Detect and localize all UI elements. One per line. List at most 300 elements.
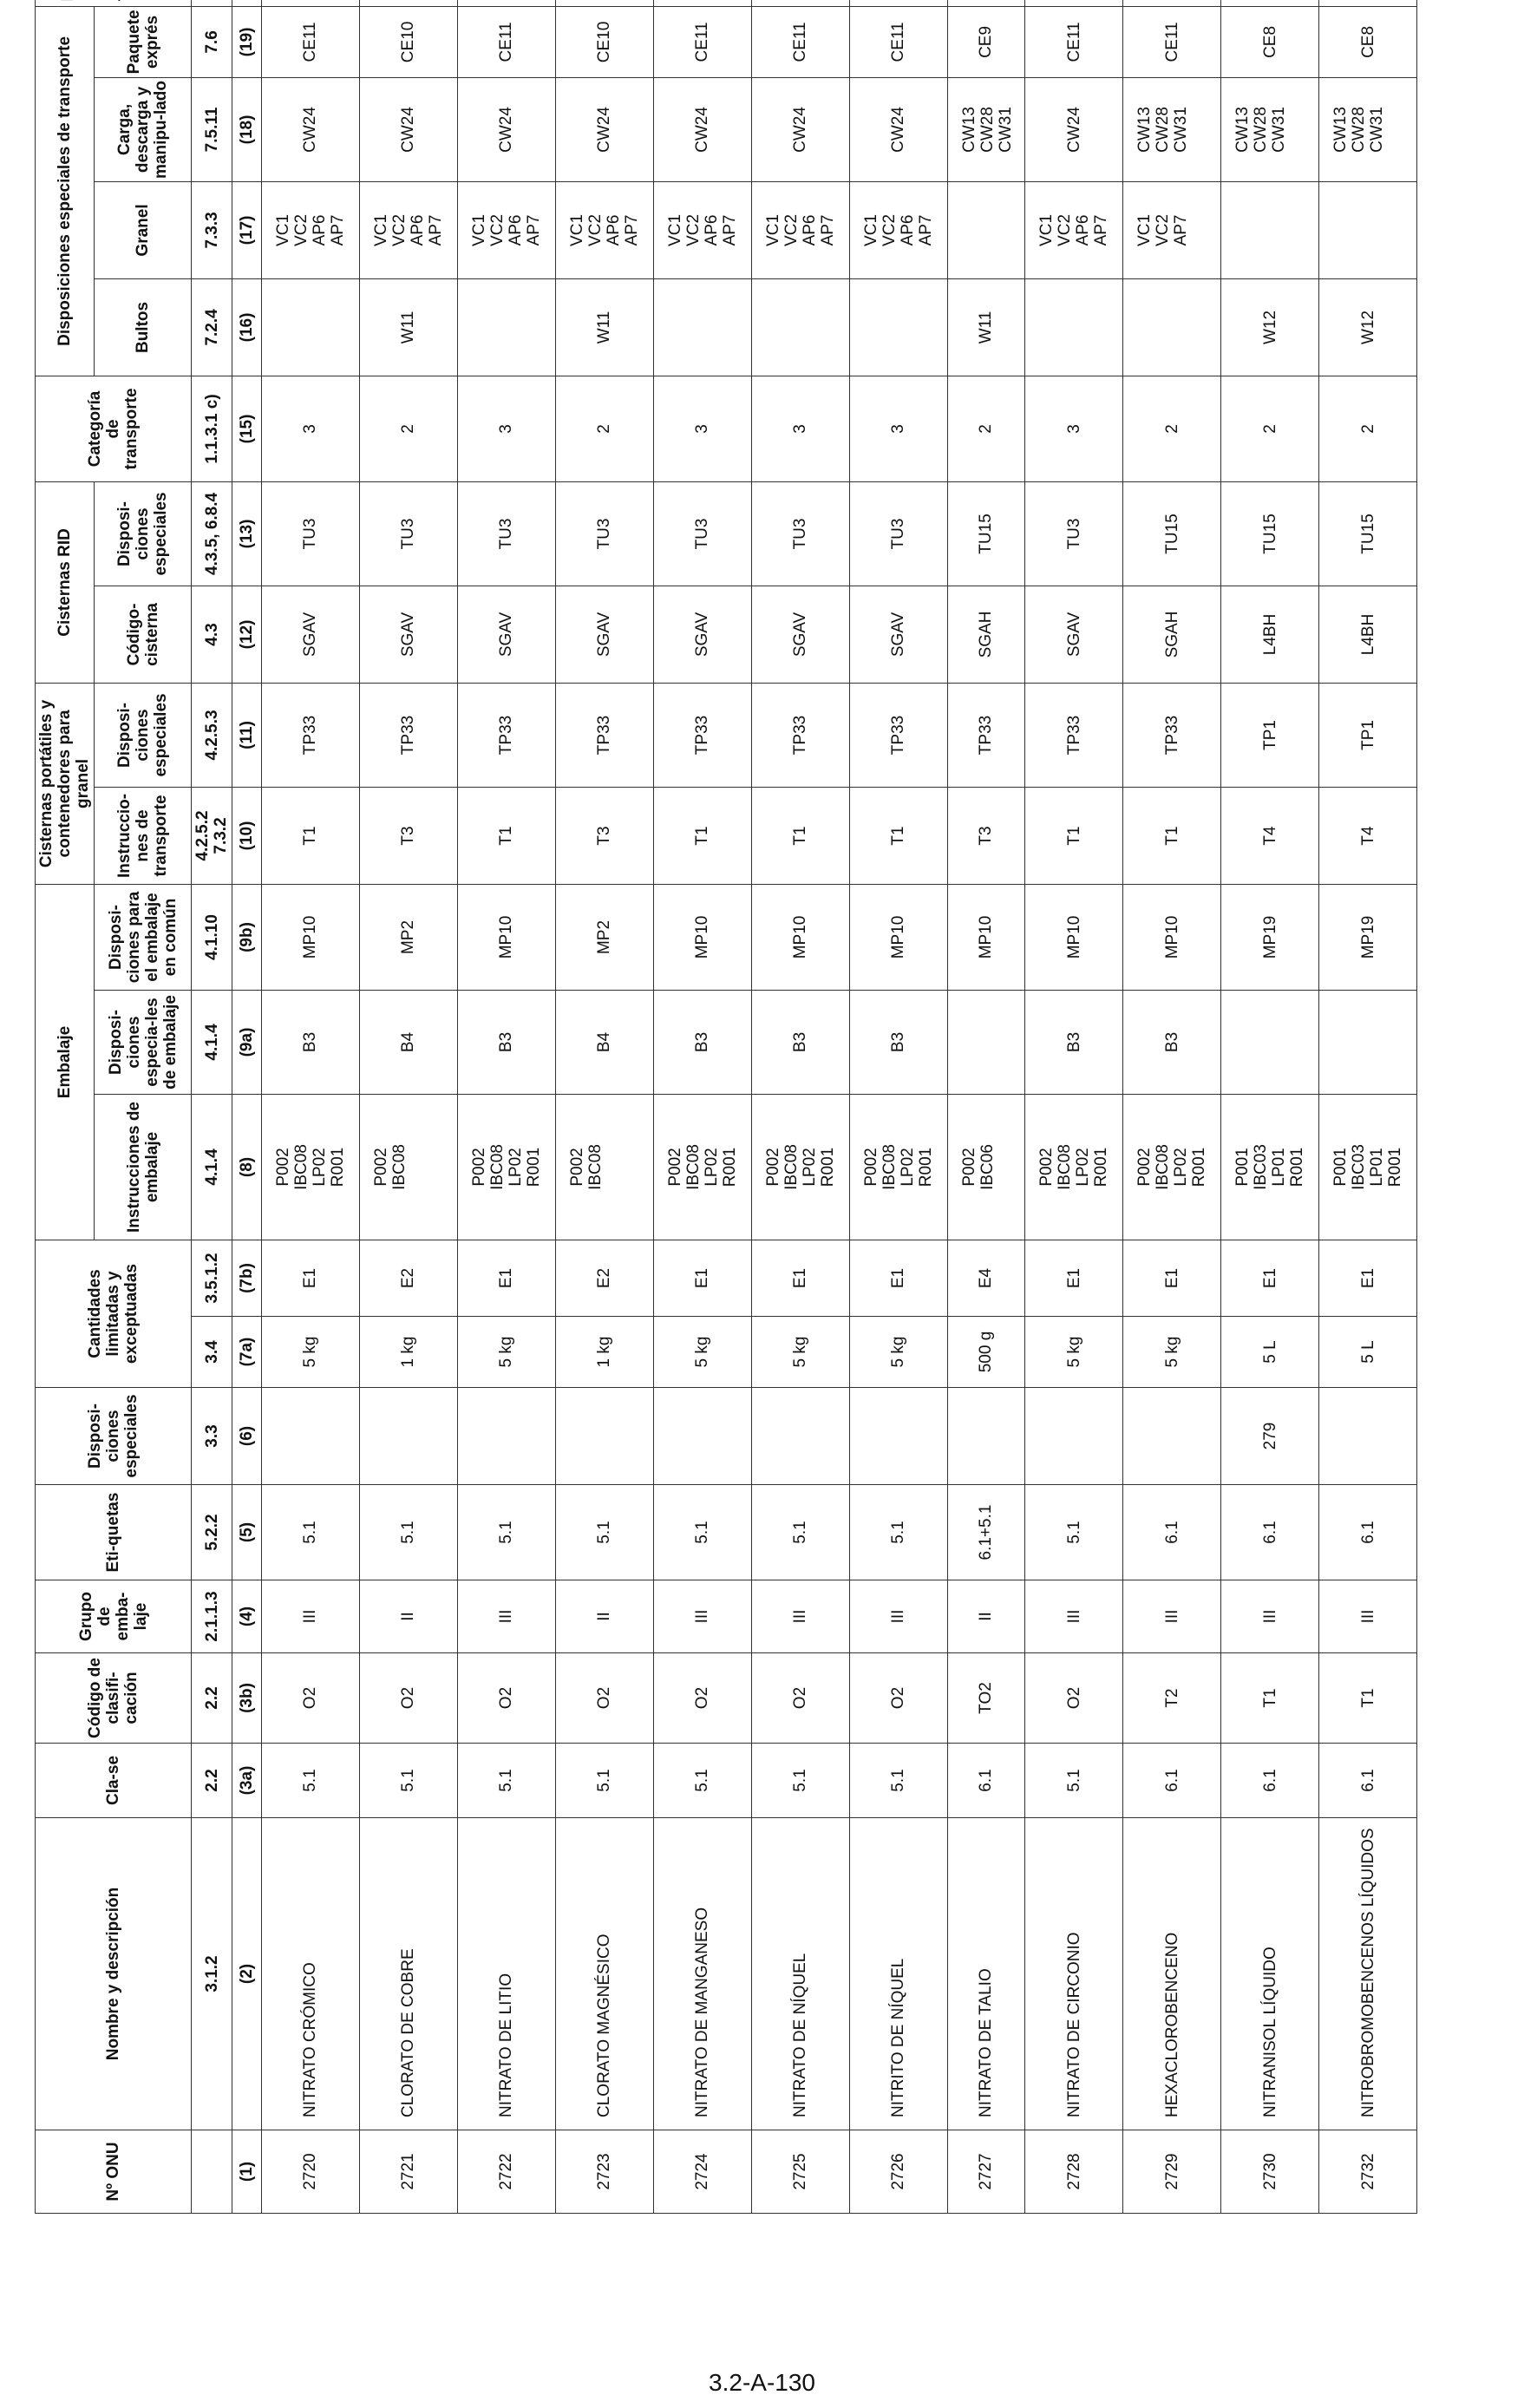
cell-line: AP6 (800, 214, 819, 246)
column-number-cell: (1) (232, 2130, 262, 2214)
table-row (359, 0, 457, 2214)
table-cell (653, 278, 751, 376)
table-cell: 2723 (555, 2130, 653, 2214)
reference-cell: 7.6 (192, 6, 232, 77)
table-cell (1123, 181, 1221, 278)
table-cell (849, 181, 947, 278)
reference-cell: 3.3 (192, 1388, 232, 1485)
table-cell: W11 (555, 278, 653, 376)
table-cell: T1 (262, 787, 360, 884)
header-granel: Granel (95, 181, 192, 278)
table-cell: SGAV (359, 586, 457, 683)
table-cell: SGAV (849, 586, 947, 683)
reference-cell: 4.3 (192, 586, 232, 683)
table-cell: 2725 (751, 2130, 849, 2214)
cell-line: AP6 (702, 214, 721, 246)
table-cell: E1 (751, 1240, 849, 1316)
column-number-cell: (6) (232, 1388, 262, 1485)
cell-line: IBC08 (880, 1144, 899, 1190)
table-cell: II (947, 1580, 1024, 1653)
table-cell (1221, 990, 1319, 1094)
table-cell: 5 kg (751, 1317, 849, 1388)
table-cell (947, 77, 1024, 181)
reference-cell: 3.1.2 (192, 1818, 232, 2130)
cell-line: VC1 (469, 213, 488, 246)
table-cell: T2 (1123, 1653, 1221, 1744)
table-cell: TU3 (1025, 481, 1123, 586)
cell-line: IBC08 (684, 1144, 703, 1190)
cell-line: VC2 (487, 213, 507, 246)
table-cell: B3 (457, 990, 555, 1094)
table-cell: 3 (849, 376, 947, 481)
reference-cell: 2.2 (192, 1653, 232, 1744)
table-cell: II (555, 1580, 653, 1653)
table-cell: O2 (457, 1653, 555, 1744)
header-disp-embalaje-comun: Disposi-ciones para el embalaje en común (95, 884, 192, 990)
table-cell (1025, 181, 1123, 278)
header-disp-especiales-embalaje: Disposi-ciones especia-les de embalaje (95, 990, 192, 1094)
substance-name-cell: NITRATO DE NÍQUEL (751, 1818, 849, 2130)
table-cell: 3 (457, 376, 555, 481)
cell-line: IBC08 (389, 1144, 409, 1190)
cell-line: P002 (1037, 1148, 1056, 1187)
reference-cell (192, 0, 232, 6)
table-cell: TP33 (555, 683, 653, 787)
table-cell: SGAV (555, 586, 653, 683)
cell-line: R001 (524, 1147, 543, 1188)
cell-line: CW28 (1252, 107, 1271, 153)
reference-cell: 7.2.4 (192, 278, 232, 376)
table-row (849, 0, 947, 2214)
rotated-table-container (35, 10, 1417, 2214)
substance-name-cell: NITRATO DE LITIO (457, 1818, 555, 2130)
cell-line: R001 (329, 1147, 347, 1188)
table-cell: O2 (359, 1653, 457, 1744)
table-row (947, 0, 1024, 2214)
table-cell: 5.1 (457, 1485, 555, 1580)
cell-line: VC1 (861, 213, 880, 246)
cell-line: R001 (1092, 1147, 1111, 1188)
table-cell (947, 1094, 1024, 1240)
table-cell: 2728 (1025, 2130, 1123, 2214)
table-cell: L4BH (1221, 586, 1319, 683)
table-cell: SGAV (457, 586, 555, 683)
table-cell: TP33 (1025, 683, 1123, 787)
table-cell (262, 0, 360, 6)
table-cell (1221, 181, 1319, 278)
dangerous-goods-table (35, 0, 1417, 2214)
header-grupo: Grupo de emba-laje (36, 1580, 192, 1653)
table-cell: 5.1 (849, 1485, 947, 1580)
table-row (262, 0, 360, 2214)
reference-cell: 7.5.11 (192, 77, 232, 181)
table-cell: TO2 (947, 1653, 1024, 1744)
table-cell: TU3 (751, 481, 849, 586)
table-cell: B3 (262, 990, 360, 1094)
table-cell (1221, 1094, 1319, 1240)
table-cell: 5 L (1319, 1317, 1417, 1388)
table-cell (947, 1388, 1024, 1485)
table-cell: CW24 (555, 77, 653, 181)
reference-cell: 3.5.1.2 (192, 1240, 232, 1316)
substance-name-cell: NITRANISOL LÍQUIDO (1221, 1818, 1319, 2130)
table-cell (751, 1094, 849, 1240)
reference-cell: 4.1.4 (192, 1094, 232, 1240)
table-cell: B3 (1025, 990, 1123, 1094)
reference-cell: 2.2 (192, 1744, 232, 1818)
header-codigo-cisterna: Código-cisterna (95, 586, 192, 683)
table-cell: T1 (457, 787, 555, 884)
table-cell: 3 (1025, 376, 1123, 481)
cell-line: R001 (1190, 1147, 1209, 1188)
table-cell (947, 0, 1024, 6)
table-cell: TU15 (947, 481, 1024, 586)
cell-line: R001 (916, 1147, 935, 1188)
table-cell: TU3 (359, 481, 457, 586)
table-cell: CW24 (359, 77, 457, 181)
table-cell: T1 (653, 787, 751, 884)
table-cell (457, 181, 555, 278)
table-cell (1319, 181, 1417, 278)
substance-name-cell: NITRATO DE TALIO (947, 1818, 1024, 2130)
cell-line: VC2 (880, 213, 899, 246)
cell-line: VC1 (371, 213, 390, 246)
cell-line: R001 (1288, 1147, 1307, 1188)
table-cell (359, 1094, 457, 1240)
table-cell: O2 (262, 1653, 360, 1744)
cell-line: CW28 (978, 107, 997, 153)
table-cell: L4BH (1319, 586, 1417, 683)
table-cell (555, 0, 653, 6)
table-cell: MP19 (1221, 884, 1319, 990)
cell-line: LP02 (506, 1148, 525, 1187)
reference-cell: 2.1.1.3 (192, 1580, 232, 1653)
header-cisternas-portatiles: Cisternas portátiles y contenedores para granel (36, 683, 95, 884)
table-cell: T1 (751, 787, 849, 884)
table-cell (457, 278, 555, 376)
cell-line: VC1 (1135, 213, 1154, 246)
table-cell: B3 (849, 990, 947, 1094)
cell-line: AP6 (898, 214, 917, 246)
cell-line: LP02 (702, 1148, 721, 1187)
table-cell (653, 181, 751, 278)
substance-name-cell: NITROBROMOBENCENOS LÍQUIDOS (1319, 1818, 1417, 2130)
table-cell (359, 0, 457, 6)
table-cell: E1 (1123, 1240, 1221, 1316)
reference-cell: 4.3.5, 6.8.4 (192, 481, 232, 586)
table-cell: W12 (1319, 278, 1417, 376)
table-cell: T1 (849, 787, 947, 884)
cell-line: IBC06 (978, 1144, 997, 1190)
cell-line: AP7 (622, 214, 641, 246)
cell-line: P002 (469, 1148, 488, 1187)
table-cell: TU3 (653, 481, 751, 586)
column-number-cell: (17) (232, 181, 262, 278)
table-cell: MP10 (262, 884, 360, 990)
reference-row (192, 0, 232, 2214)
table-cell: CW24 (457, 77, 555, 181)
table-cell (457, 0, 555, 6)
header-bultos: Bultos (95, 278, 192, 376)
table-cell: E2 (555, 1240, 653, 1316)
table-cell: MP10 (849, 884, 947, 990)
cell-line: LP01 (1368, 1148, 1386, 1187)
table-cell: O2 (653, 1653, 751, 1744)
column-number-cell: (3b) (232, 1653, 262, 1744)
column-number-cell: (8) (232, 1094, 262, 1240)
cell-line: VC1 (567, 213, 586, 246)
substance-name-cell: NITRATO DE CIRCONIO (1025, 1818, 1123, 2130)
column-number-cell: (7a) (232, 1317, 262, 1388)
table-cell: MP10 (751, 884, 849, 990)
table-cell: SGAV (262, 586, 360, 683)
table-cell: SGAV (653, 586, 751, 683)
reference-cell: 3.4 (192, 1317, 232, 1388)
cell-line: CW31 (1368, 107, 1386, 153)
table-cell: B3 (751, 990, 849, 1094)
table-cell: CE11 (262, 6, 360, 77)
table-cell (555, 1094, 653, 1240)
table-cell: III (653, 1580, 751, 1653)
cell-line: CW13 (1233, 107, 1253, 153)
table-cell: 6.1 (1221, 1744, 1319, 1818)
reference-cell: 7.3.3 (192, 181, 232, 278)
column-number-cell: (13) (232, 481, 262, 586)
column-number-cell: (10) (232, 787, 262, 884)
table-cell: B4 (359, 990, 457, 1094)
column-number-cell: (18) (232, 77, 262, 181)
header-cisternas-rid: Cisternas RID (36, 481, 95, 683)
table-cell: 5.1 (359, 1744, 457, 1818)
table-cell: 1 kg (359, 1317, 457, 1388)
cell-line: VC2 (1056, 213, 1075, 246)
column-number-cell: (2) (232, 1818, 262, 2130)
cell-line: CW31 (996, 107, 1015, 153)
table-cell: MP19 (1319, 884, 1417, 990)
table-cell: MP10 (1123, 884, 1221, 990)
table-cell: 2730 (1221, 2130, 1319, 2214)
table-cell: 6.1 (1221, 1485, 1319, 1580)
table-cell (653, 1388, 751, 1485)
table-cell: CE10 (359, 6, 457, 77)
reference-cell (192, 2130, 232, 2214)
table-cell: 3 (751, 376, 849, 481)
table-cell: T3 (555, 787, 653, 884)
column-number-cell: (19) (232, 6, 262, 77)
header-codigo: Código de clasifi-cación (36, 1653, 192, 1744)
table-cell: E1 (1319, 1240, 1417, 1316)
cell-line: CW31 (1172, 107, 1191, 153)
cell-line: AP6 (311, 214, 329, 246)
table-cell: 5 kg (1123, 1317, 1221, 1388)
table-cell: 6.1+5.1 (947, 1485, 1024, 1580)
cell-line: VC2 (1154, 213, 1173, 246)
column-number-cell: (15) (232, 376, 262, 481)
table-cell: T4 (1221, 787, 1319, 884)
table-cell (262, 1094, 360, 1240)
column-number-cell: (7b) (232, 1240, 262, 1316)
cell-line: AP6 (408, 214, 427, 246)
table-cell: III (1025, 1580, 1123, 1653)
cell-line: VC2 (585, 213, 605, 246)
table-cell: SGAV (1025, 586, 1123, 683)
substance-name-cell: HEXACLOROBENCENO (1123, 1818, 1221, 2130)
table-cell: 500 g (947, 1317, 1024, 1388)
table-cell: TP33 (653, 683, 751, 787)
table-cell: W11 (359, 278, 457, 376)
table-cell: 5.1 (751, 1485, 849, 1580)
table-cell: E1 (457, 1240, 555, 1316)
column-number-cell (232, 0, 262, 6)
table-cell (1025, 1388, 1123, 1485)
table-cell: 6.1 (947, 1744, 1024, 1818)
column-number-cell: (12) (232, 586, 262, 683)
reference-cell: 4.1.10 (192, 884, 232, 990)
table-cell: O2 (849, 1653, 947, 1744)
table-cell: TP33 (457, 683, 555, 787)
substance-name-cell: NITRATO CRÓMICO (262, 1818, 360, 2130)
table-cell: 5 kg (262, 1317, 360, 1388)
table-cell (359, 181, 457, 278)
table-body (262, 0, 1417, 2214)
table-cell: TP33 (262, 683, 360, 787)
table-cell: 5.1 (457, 1744, 555, 1818)
cell-line: VC2 (389, 213, 409, 246)
table-cell (653, 1094, 751, 1240)
table-cell: MP2 (359, 884, 457, 990)
table-cell: 2724 (653, 2130, 751, 2214)
table-cell (653, 0, 751, 6)
column-number-cell: (3a) (232, 1744, 262, 1818)
table-cell: MP10 (947, 884, 1024, 990)
reference-cell: 4.1.4 (192, 990, 232, 1094)
table-cell (1123, 0, 1221, 6)
header-numero-peligro (36, 0, 192, 6)
cell-line: AP6 (506, 214, 525, 246)
table-cell: 5.1 (653, 1744, 751, 1818)
table-cell: TU3 (555, 481, 653, 586)
substance-name-cell: NITRATO DE MANGANESO (653, 1818, 751, 2130)
cell-line: AP7 (1172, 214, 1191, 246)
table-cell: III (751, 1580, 849, 1653)
table-cell: TP33 (751, 683, 849, 787)
table-cell (1123, 77, 1221, 181)
table-cell: 2 (1319, 376, 1417, 481)
table-cell (1221, 77, 1319, 181)
table-cell: TP33 (947, 683, 1024, 787)
table-cell: W11 (947, 278, 1024, 376)
table-cell: 1 kg (555, 1317, 653, 1388)
header-cantidades: Cantidades limitadas y exceptuadas (36, 1240, 192, 1387)
table-cell (1025, 1094, 1123, 1240)
table-cell (1221, 0, 1319, 6)
table-cell: 279 (1221, 1388, 1319, 1485)
table-cell: 6.1 (1319, 1744, 1417, 1818)
cell-line: CW13 (1331, 107, 1350, 153)
table-cell: B3 (653, 990, 751, 1094)
table-cell (262, 278, 360, 376)
cell-line: VC1 (665, 213, 684, 246)
cell-line: CW31 (1270, 107, 1289, 153)
table-cell: E1 (262, 1240, 360, 1316)
header-clase: Cla-se (36, 1744, 192, 1818)
cell-line: IBC03 (1252, 1144, 1271, 1190)
table-cell: CE11 (849, 6, 947, 77)
table-cell: CE10 (555, 6, 653, 77)
table-cell: CE8 (1221, 6, 1319, 77)
cell-line: AP7 (524, 214, 543, 246)
header-disp-especiales-cp: Disposi-ciones especiales (95, 683, 192, 787)
cell-line: P002 (665, 1148, 684, 1187)
table-cell: 2722 (457, 2130, 555, 2214)
cell-line: P002 (959, 1148, 978, 1187)
header-etiquetas: Eti-quetas (36, 1485, 192, 1580)
table-cell: III (1123, 1580, 1221, 1653)
table-cell: CW24 (1025, 77, 1123, 181)
cell-line: P001 (1331, 1148, 1350, 1187)
cell-line: LP01 (1270, 1148, 1289, 1187)
cell-line: LP02 (898, 1148, 917, 1187)
substance-name-cell: CLORATO DE COBRE (359, 1818, 457, 2130)
table-cell: MP10 (1025, 884, 1123, 990)
cell-line: AP7 (426, 214, 445, 246)
table-cell (262, 1388, 360, 1485)
table-cell: T1 (1319, 1653, 1417, 1744)
cell-line: AP7 (720, 214, 739, 246)
table-cell (1123, 1388, 1221, 1485)
table-cell: III (1221, 1580, 1319, 1653)
table-cell: 2 (947, 376, 1024, 481)
cell-line: LP02 (1172, 1148, 1191, 1187)
table-cell: TU3 (457, 481, 555, 586)
cell-line: LP02 (311, 1148, 329, 1187)
table-cell (849, 278, 947, 376)
table-cell: E4 (947, 1240, 1024, 1316)
table-cell (849, 1094, 947, 1240)
table-cell (849, 0, 947, 6)
table-cell: CW24 (262, 77, 360, 181)
cell-line: IBC08 (487, 1144, 507, 1190)
column-number-cell: (11) (232, 683, 262, 787)
table-cell: T1 (1123, 787, 1221, 884)
table-cell: 5.1 (751, 1744, 849, 1818)
column-number-row (232, 0, 262, 2214)
table-cell (751, 278, 849, 376)
header-disp-transporte: Disposiciones especiales de transporte (36, 6, 95, 376)
cell-line: IBC08 (782, 1144, 801, 1190)
table-cell: TP1 (1319, 683, 1417, 787)
table-cell (1025, 278, 1123, 376)
table-cell: 6.1 (1319, 1485, 1417, 1580)
table-cell: CW24 (751, 77, 849, 181)
column-number-cell: (9b) (232, 884, 262, 990)
table-cell: SGAH (1123, 586, 1221, 683)
table-cell (457, 1388, 555, 1485)
table-cell: TU3 (262, 481, 360, 586)
cell-line: R001 (818, 1147, 837, 1188)
table-cell: CE11 (1123, 6, 1221, 77)
table-cell: 2721 (359, 2130, 457, 2214)
cell-line: P001 (1233, 1148, 1253, 1187)
cell-line: AP7 (818, 214, 837, 246)
cell-line: CW13 (1135, 107, 1154, 153)
table-row (555, 0, 653, 2214)
cell-line: AP7 (329, 214, 347, 246)
table-cell: CE11 (457, 6, 555, 77)
table-cell: T3 (359, 787, 457, 884)
table-cell (1025, 0, 1123, 6)
table-cell: 5 kg (653, 1317, 751, 1388)
